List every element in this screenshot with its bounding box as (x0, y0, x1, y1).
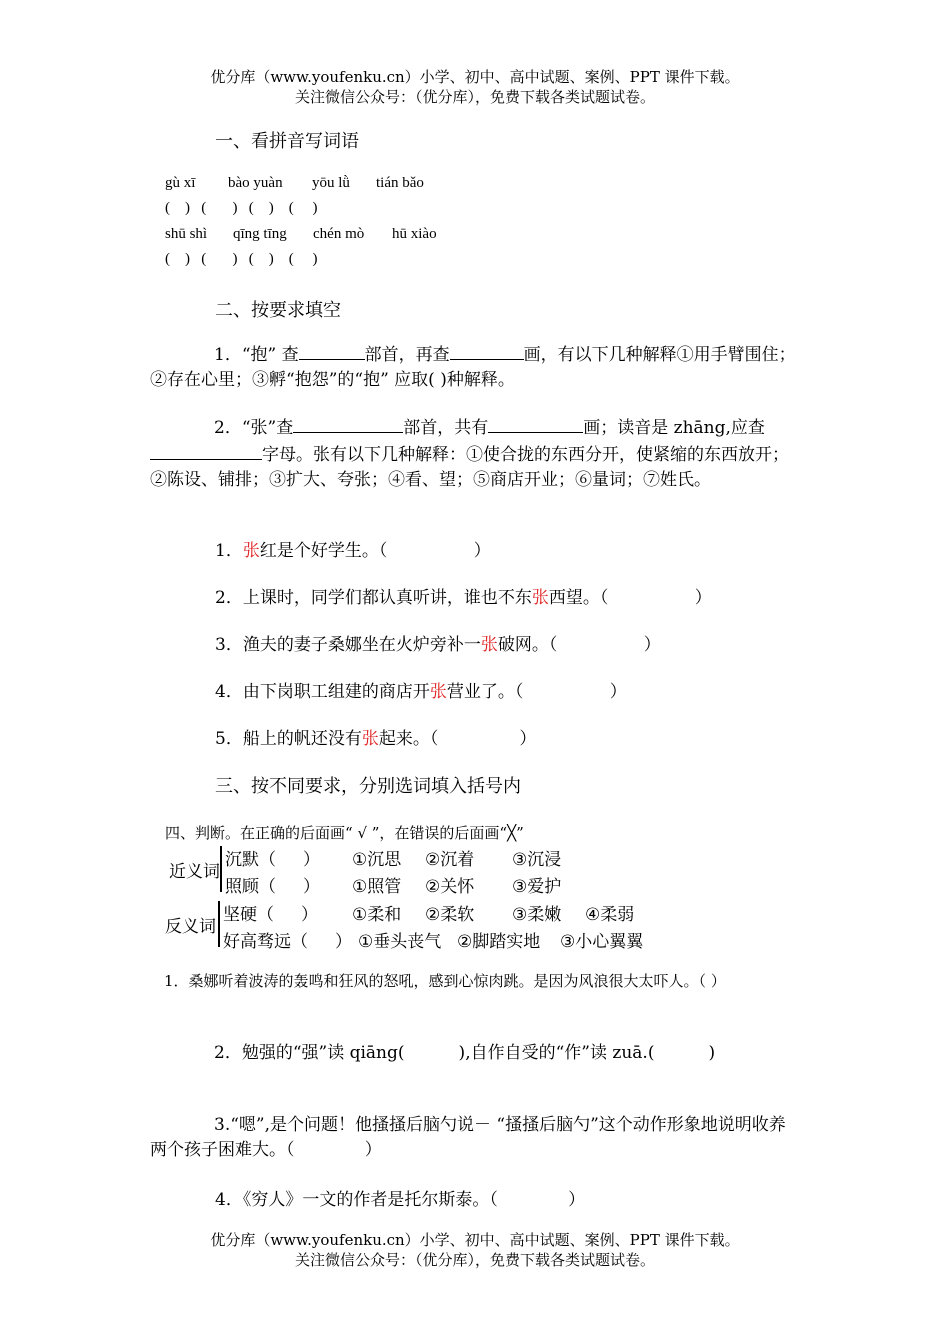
pinyin-6: qīng tīng (233, 226, 287, 242)
list-item: 4．由下岗职工组建的商店开张营业了。（ ） (215, 682, 627, 702)
pinyin-8: hū xiào (392, 226, 437, 242)
antonym-label: 反义词 (165, 917, 216, 937)
blank-letter[interactable] (150, 441, 262, 460)
pinyin-7: chén mò (313, 226, 365, 242)
list-item: 5．船上的帆还没有张起来。（ ） (215, 729, 537, 749)
list-item: 2．上课时，同学们都认真听讲，谁也不东张西望。（ ） (215, 588, 712, 608)
antonym-word-1: 坚硬（ ） (223, 905, 319, 925)
judge-question-2: 2．勉强的“强”读 qiāng( ),自作自受的“作”读 zuā.( ) (214, 1043, 716, 1063)
pinyin-1: gù xī (165, 175, 196, 191)
header-line-1: 优分库（www.youfenku.cn）小学、初中、高中试题、案例、PPT 课件下载。 (210, 68, 740, 86)
synonym-word-1: 沉默（ ） (225, 850, 321, 870)
option: ①照管 (352, 877, 402, 897)
synonym-bracket (220, 846, 222, 892)
synonym-word-2: 照顾（ ） (225, 877, 321, 897)
judge-question-4: 4．《穷人》一文的作者是托尔斯泰。（ ） (215, 1190, 586, 1210)
option: ③小心翼翼 (560, 932, 644, 952)
synonym-label: 近义词 (169, 862, 220, 882)
antonym-word-2: 好高骛远（ ） (223, 932, 353, 952)
question-2-2: 2．“张”查 部首，共有 画；读音是 zhāng,应查字母。张有以下几种解释：①使合拢的东西分开，使紧缩的东西放开；②陈设、铺排；③扩大、夸张；④看、望；⑤商店开业；⑥量词；⑦姓氏。 (150, 414, 800, 493)
blank-strokes-2[interactable] (488, 414, 583, 433)
option: ①沉思 (352, 850, 402, 870)
header-line-2: 关注微信公众号：（优分库），免费下载各类试题试卷。 (294, 88, 655, 106)
section-1-title: 一、看拼音写词语 (215, 131, 359, 152)
list-item: 1．张红是个好学生。（ ） (215, 541, 491, 561)
option: ③柔嫩 (512, 905, 562, 925)
option: ②脚踏实地 (457, 932, 541, 952)
section-3-title: 三、按不同要求，分别选词填入括号内 (215, 776, 521, 797)
footer-line-1: 优分库（www.youfenku.cn）小学、初中、高中试题、案例、PPT 课件下载。 (210, 1231, 740, 1249)
option: ①柔和 (352, 905, 402, 925)
section-2-title: 二、按要求填空 (215, 300, 341, 321)
option: ④柔弱 (585, 905, 635, 925)
footer-line-2: 关注微信公众号：（优分库），免费下载各类试题试卷。 (294, 1251, 655, 1269)
pinyin-3: yōu lǜ (312, 175, 350, 191)
antonym-bracket (218, 901, 220, 947)
answer-brackets-row-2[interactable]: ( ) ( ) ( ) ( ) (165, 251, 318, 267)
judge-question-3: 3.“嗯”,是个问题！他搔搔后脑勺说－ “搔搔后脑勺”这个动作形象地说明收养两个孩子困难大。（ ） (150, 1115, 786, 1160)
option: ③沉浸 (512, 850, 562, 870)
pinyin-2: bào yuàn (228, 175, 283, 191)
pinyin-5: shū shì (165, 226, 208, 242)
option: ②沉着 (425, 850, 475, 870)
list-item: 3．渔夫的妻子桑娜坐在火炉旁补一张破网。（ ） (215, 635, 661, 655)
section-4-title: 四、判断。在正确的后面画“ √ ”，在错误的后面画“╳” (165, 824, 524, 842)
answer-brackets-row-1[interactable]: ( ) ( ) ( ) ( ) (165, 200, 318, 216)
option: ②关怀 (425, 877, 475, 897)
option: ①垂头丧气 (358, 932, 442, 952)
blank-radical[interactable] (299, 341, 365, 360)
pinyin-4: tián bǎo (376, 175, 424, 191)
question-2-1: 1．“抱” 查 部首，再查 画，有以下几种解释①用手臂围住；②存在心里；③孵“抱怨”的“抱” 应取( )种解释。 (150, 341, 800, 393)
blank-radical-2[interactable] (293, 414, 403, 433)
option: ③爱护 (512, 877, 562, 897)
blank-strokes[interactable] (450, 341, 524, 360)
option: ②柔软 (425, 905, 475, 925)
judge-question-1: 1．桑娜听着波涛的轰鸣和狂风的怒吼，感到心惊肉跳。是因为风浪很大太吓人。（ ） (164, 972, 726, 990)
